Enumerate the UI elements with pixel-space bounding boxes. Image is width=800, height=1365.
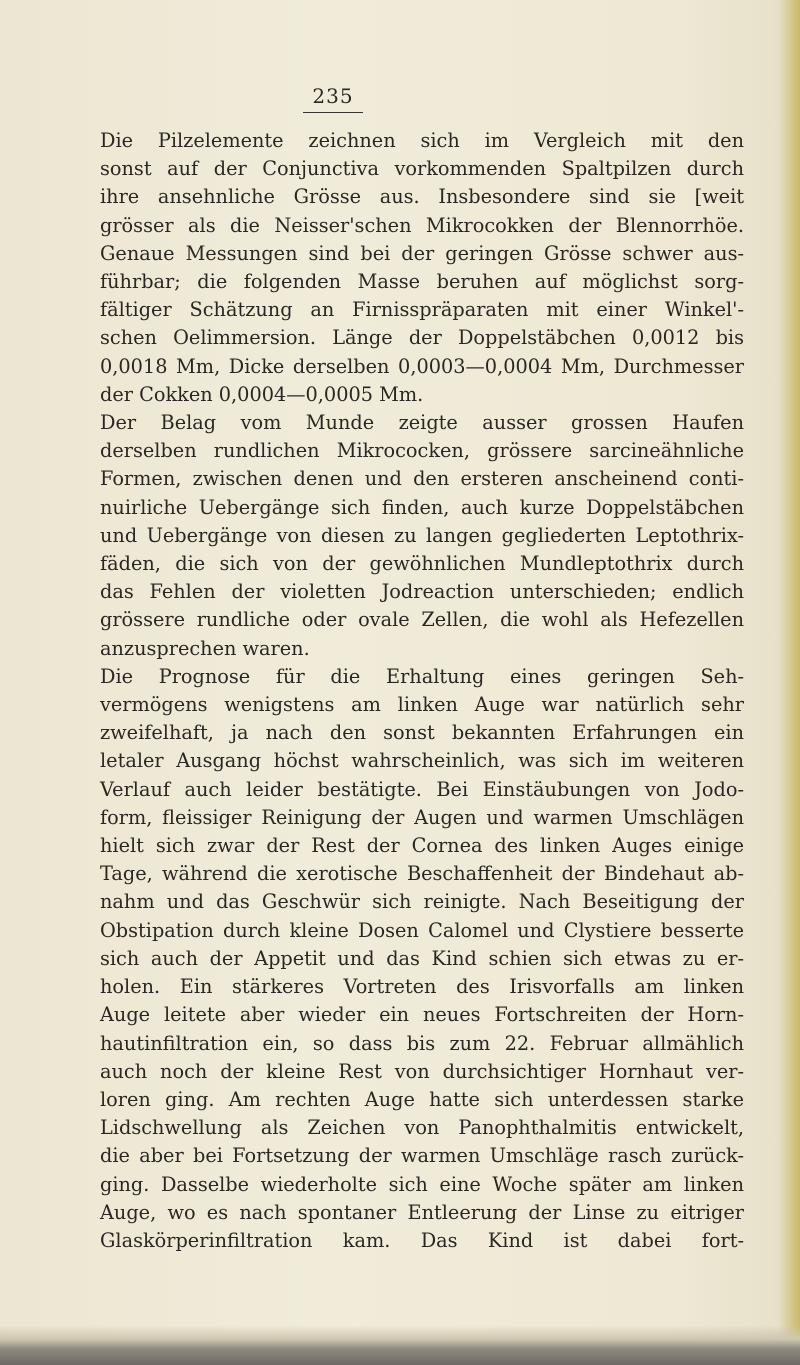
page-number: 235 — [303, 84, 363, 113]
text-line: schen Oelimmersion. Länge der Doppelstäbchen 0,0012 bis — [100, 326, 744, 350]
text-line: anzusprechen waren. — [100, 636, 310, 660]
text-line: ging. Dasselbe wiederholte sich eine Woche später am linken — [100, 1172, 744, 1196]
text-line: hautinfiltration ein, so dass bis zum 22. Februar allmählich — [100, 1031, 744, 1055]
text-line: holen. Ein stärkeres Vortreten des Irisvorfalls am linken — [100, 975, 744, 999]
text-line: grössere rundliche oder ovale Zellen, die wohl als Hefezellen — [100, 608, 744, 632]
text-line: letaler Ausgang höchst wahrscheinlich, was sich im weiteren — [100, 749, 744, 773]
text-line: vermögens wenigstens am linken Auge war natürlich sehr — [100, 693, 744, 717]
text-line: fältiger Schätzung an Firnisspräparaten mit einer Winkel'- — [100, 298, 744, 322]
paragraph-2 — [60, 409, 744, 663]
text-line: Glaskörperinfiltration kam. Das Kind ist dabei fort- — [100, 1228, 744, 1252]
text-line: nahm und das Geschwür sich reinigte. Nach Beseitigung der — [100, 890, 744, 914]
text-line: Die Pilzelemente zeichnen sich im Vergleich mit den — [100, 129, 744, 152]
text-line: ihre ansehnliche Grösse aus. Insbesondere sind sie [weit — [100, 185, 744, 209]
text-line: Auge leitete aber wieder ein neues Fortschreiten der Horn- — [100, 1003, 744, 1027]
text-line: form, fleissiger Reinigung der Augen und warmen Umschlägen — [100, 805, 744, 829]
page-edge-bottom — [0, 1325, 800, 1365]
page-edge-right — [778, 0, 800, 1365]
text-line: Formen, zwischen denen und den ersteren anscheinend conti- — [100, 467, 744, 491]
text-line: derselben rundlichen Mikrococken, grössere sarcineähnliche — [100, 439, 744, 463]
text-line: hielt sich zwar der Rest der Cornea des linken Auges einige — [100, 834, 744, 858]
text-line: Der Belag vom Munde zeigte ausser grossen Haufen — [100, 411, 744, 435]
text-line: Lidschwellung als Zeichen von Panophthalmitis entwickelt, — [100, 1116, 744, 1140]
text-line: fäden, die sich von der gewöhnlichen Mundleptothrix durch — [100, 552, 744, 576]
text-line: sonst auf der Conjunctiva vorkommenden Spaltpilzen durch — [100, 157, 744, 181]
text-line: grösser als die Neisser'schen Mikrocokken der Blennorrhöe. — [100, 213, 744, 237]
text-line: der Cokken 0,0004—0,0005 Mm. — [100, 382, 424, 406]
text-line: die aber bei Fortsetzung der warmen Umschläge rasch zurück- — [100, 1144, 744, 1168]
text-line: Obstipation durch kleine Dosen Calomel und Clystiere besserte — [100, 918, 744, 942]
text-line: Auge, wo es nach spontaner Entleerung der Linse zu eitriger — [100, 1200, 744, 1224]
text-line: loren ging. Am rechten Auge hatte sich unterdessen starke — [100, 1087, 744, 1111]
paragraph-1 — [60, 127, 744, 409]
text-line: 0,0018 Mm, Dicke derselben 0,0003—0,0004 Mm, Durchmesser — [100, 354, 744, 378]
text-line: zweifelhaft, ja nach den sonst bekannten Erfahrungen ein — [100, 721, 744, 745]
text-line: das Fehlen der violetten Jodreaction unterschieden; endlich — [100, 580, 744, 604]
paragraph-3 — [60, 663, 744, 1255]
text-line: sich auch der Appetit und das Kind schien sich etwas zu er- — [100, 946, 744, 970]
body-text — [60, 127, 744, 1255]
text-line: führbar; die folgenden Masse beruhen auf möglichst sorg- — [100, 270, 744, 294]
text-line: auch noch der kleine Rest von durchsichtiger Hornhaut ver- — [100, 1059, 744, 1083]
text-line: und Uebergänge von diesen zu langen gegliederten Leptothrix- — [100, 523, 744, 547]
text-line: Tage, während die xerotische Beschaffenheit der Bindehaut ab- — [100, 862, 744, 886]
text-line: nuirliche Uebergänge sich finden, auch kurze Doppelstäbchen — [100, 495, 744, 519]
text-line: Die Prognose für die Erhaltung eines geringen Seh- — [100, 664, 744, 688]
text-line: Genaue Messungen sind bei der geringen Grösse schwer aus- — [100, 241, 744, 265]
text-line: Verlauf auch leider bestätigte. Bei Einstäubungen von Jodo- — [100, 777, 744, 801]
